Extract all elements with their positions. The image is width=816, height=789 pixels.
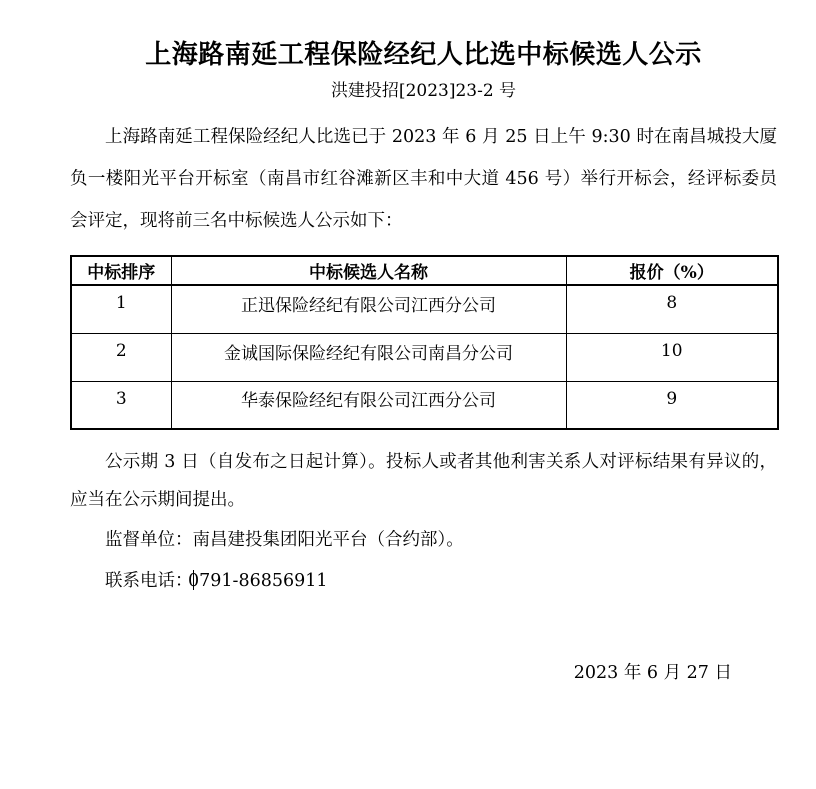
cell-quote: 10 <box>566 333 778 381</box>
column-header-rank: 中标排序 <box>71 256 171 285</box>
supervisor-label: 监督单位： <box>105 530 193 550</box>
publicity-period-paragraph: 公示期 3 日（自发布之日起计算）。投标人或者其他利害关系人对评标结果有异议的，应当在公示期间提出。 <box>70 452 777 510</box>
supervisor-line <box>70 520 777 560</box>
column-header-name: 中标候选人名称 <box>171 256 566 285</box>
cell-name: 华泰保险经纪有限公司江西分公司 <box>171 381 566 429</box>
phone-label: 联系电话： <box>105 571 193 591</box>
intro-paragraph: 上海路南延工程保险经纪人比选已于 2023 年 6 月 25 日上午 9:30 时在南昌城投大厦负一楼阳光平台开标室（南昌市红谷滩新区丰和中大道 456 号）举行开标会，经评标委员会评定，现将前三名中标候选人公示如下： <box>70 127 777 231</box>
document-number: 洪建投招[2023]23-2 号 <box>330 81 517 101</box>
candidates-table <box>70 255 779 430</box>
document-date: 2023 年 6 月 27 日 <box>573 663 732 683</box>
cell-rank: 1 <box>71 285 171 333</box>
column-header-quote: 报价（%） <box>566 256 778 285</box>
cell-quote: 9 <box>566 381 778 429</box>
phone-value: 0791-86856911 <box>188 571 328 591</box>
phone-line <box>70 561 777 601</box>
cell-rank: 3 <box>71 381 171 429</box>
table-row <box>71 285 778 333</box>
supervisor-value: 南昌建投集团阳光平台（合约部）。 <box>192 530 464 550</box>
table-row <box>71 333 778 381</box>
page-title: 上海路南延工程保险经纪人比选中标候选人公示 <box>145 40 702 70</box>
cell-quote: 8 <box>566 285 778 333</box>
table-row <box>71 381 778 429</box>
table-header-row <box>71 256 778 285</box>
cell-name: 金诚国际保险经纪有限公司南昌分公司 <box>171 333 566 381</box>
cell-name: 正迅保险经纪有限公司江西分公司 <box>171 285 566 333</box>
cell-rank: 2 <box>71 333 171 381</box>
